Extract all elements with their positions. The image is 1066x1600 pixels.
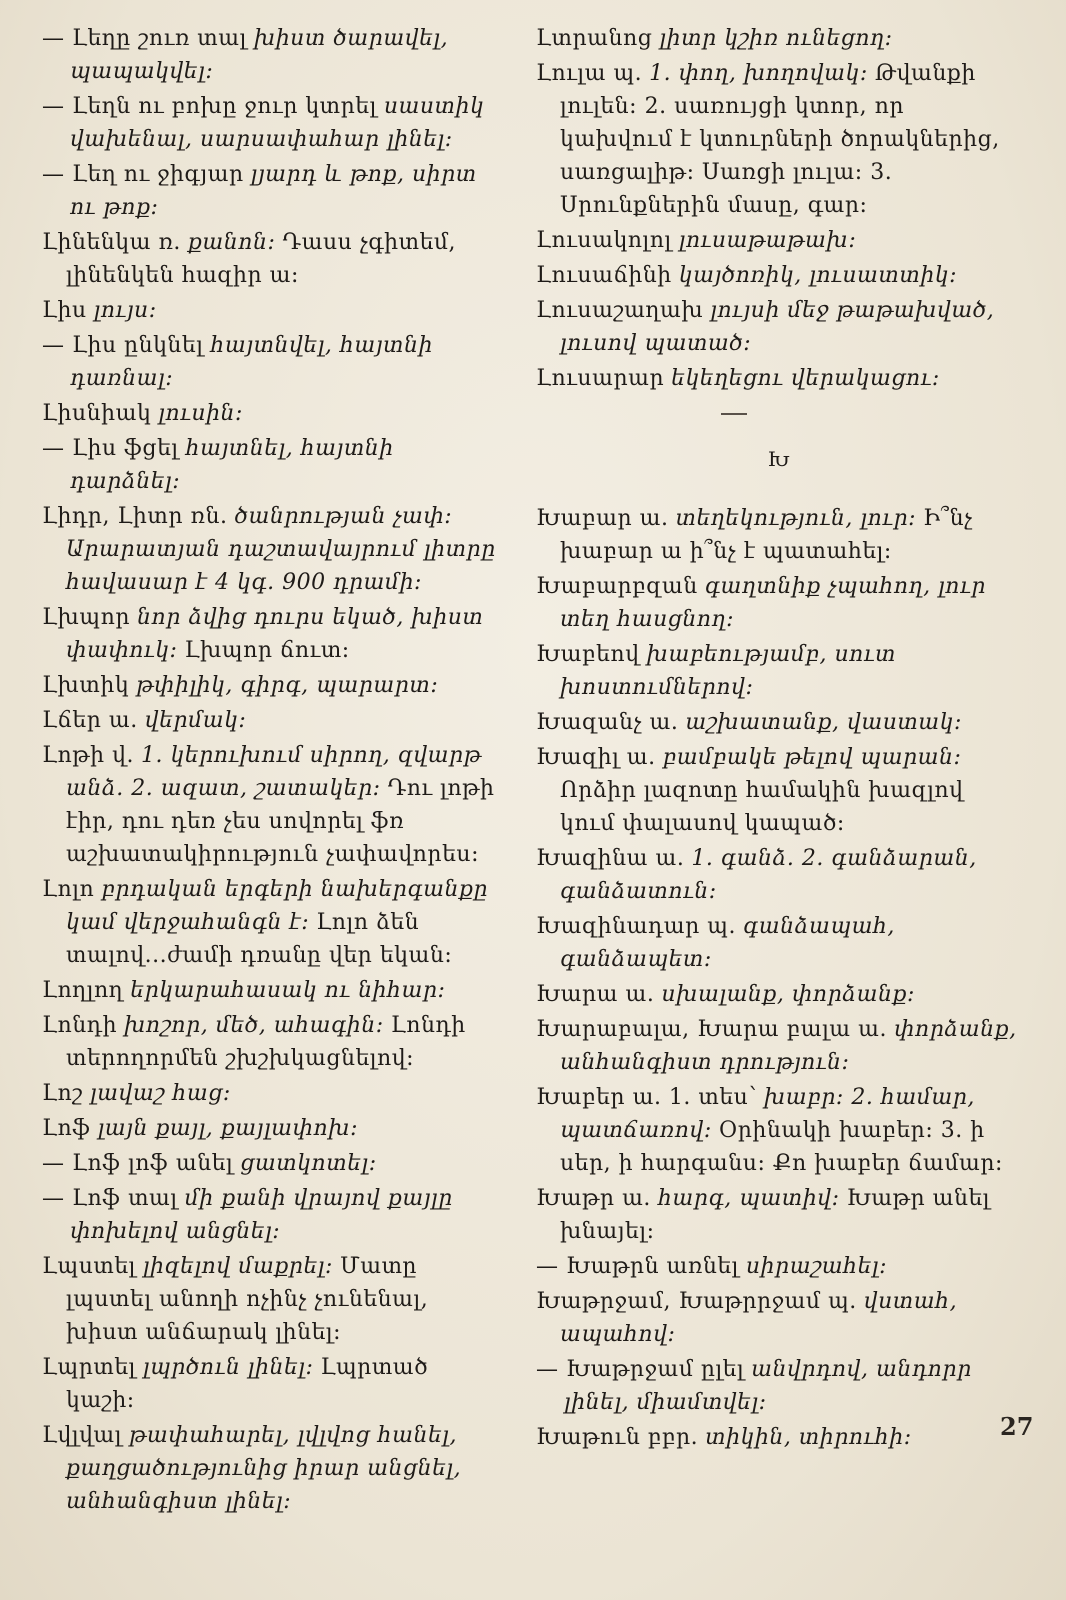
- entry-head: Խաբար ա.: [536, 506, 669, 531]
- entry-head: Լողլող: [42, 978, 124, 1003]
- entry-head: Խարա ա.: [536, 982, 655, 1007]
- entry-definition: բամբակե թելով պարան։: [662, 745, 962, 770]
- entry-definition: խոշոր, մեծ, ահագին։: [124, 1013, 384, 1038]
- entry-head: Լճեր ա.: [42, 708, 138, 733]
- entry-definition: սխալանք, փորձանք։: [661, 982, 915, 1007]
- entry-definition: սաստիկ վախենալ, սարսափահար լինել։: [70, 94, 485, 152]
- entry: [536, 362, 1021, 395]
- entry-head: Լուսակոլոլ: [536, 228, 672, 253]
- entry-definition: քանոն։: [187, 230, 276, 255]
- entry: [42, 739, 497, 871]
- entry-definition: տիկին, տիրուհի։: [705, 1425, 912, 1450]
- right-column: [536, 22, 1021, 1456]
- entry: [536, 1013, 1021, 1079]
- entry-head: Լիսնիակ: [42, 401, 152, 426]
- entry-head: Լոթի վ.: [42, 743, 134, 768]
- entry-definition: նոր ձվից դուրս եկած, խիստ փափուկ։: [66, 605, 484, 663]
- entry: [42, 22, 497, 88]
- entry-head: — Լեղ ու ջիգյար: [42, 162, 244, 187]
- entry-definition: թփիլիկ, գիրգ, պարարտ։: [136, 673, 439, 698]
- entry: [536, 294, 1021, 360]
- entry: [42, 432, 497, 498]
- entry: [536, 1081, 1021, 1180]
- entry-head: Լոնդի: [42, 1013, 118, 1038]
- entry-example: Լոլո ձեն տալով...ժամի դռանը վեր եկան։: [66, 910, 453, 968]
- entry-definition: վերմակ։: [144, 708, 247, 733]
- entry-head: Լուսաճինի: [536, 263, 672, 288]
- entry-head: — Լեղն ու բոխը ջուր կտրել: [42, 94, 377, 119]
- entry-head: Լխտիկ: [42, 673, 130, 698]
- entry: [42, 1147, 497, 1180]
- entry-example: Ի՞նչ խաբար ա ի՞նչ է պատահել։: [560, 506, 973, 564]
- entry-head: Խարաբալա, Խարա բալա ա.: [536, 1017, 888, 1042]
- entry: [42, 500, 497, 599]
- entry-head: Լիս: [42, 298, 87, 323]
- entry: [42, 397, 497, 430]
- entry-definition: անվրդով, անդորր լինել, միամտվել։: [564, 1357, 972, 1415]
- entry-definition: հարգ, պատիվ։: [657, 1186, 840, 1211]
- entry-head: Խաբեր ա. 1. տես՝: [536, 1085, 757, 1110]
- entry: [42, 1077, 497, 1110]
- page-number: 27: [1000, 1412, 1034, 1441]
- entry-head: Լինենկա ռ.: [42, 230, 181, 255]
- entry-definition: 1. փող, խողովակ։: [649, 61, 868, 86]
- section-letter: Խ: [767, 447, 790, 471]
- entry-definition: մի քանի վրայով քայլը փոխելով անցնել։: [70, 1186, 453, 1244]
- entry-definition: խիստ ծարավել, պապակվել։: [70, 26, 449, 84]
- entry-definition: 1. գանձ. 2. գանձարան, գանձատուն։: [560, 846, 977, 904]
- entry-definition: լուսաթաթախ։: [678, 228, 857, 253]
- entry-example: Որձիր լազոտը համակին խազլով կում փալասով կապած։: [560, 778, 964, 836]
- entry-head: — Լեղը շուռ տալ: [42, 26, 247, 51]
- entry-definition: լույս։: [93, 298, 157, 323]
- entry-definition: սիրաշահել։: [745, 1254, 888, 1279]
- entry-head: Լխպոր: [42, 605, 131, 630]
- entry-head: — Լիս ֆցել: [42, 436, 179, 461]
- entry-head: Լոֆ: [42, 1116, 91, 1141]
- entry-definition: բրդական երգերի նախերգանքը կամ վերջահանգն է։: [66, 877, 488, 935]
- entry: [42, 158, 497, 224]
- entry-definition: աշխատանք, վաստակ։: [685, 710, 962, 735]
- entry-definition: թափահարել, լվլվոց հանել, քաղցածությունից իրար անցնել, անհանգիստ լինել։: [66, 1423, 462, 1514]
- entry-head: Լոլո: [42, 877, 95, 902]
- entry-definition: կայծոռիկ, լուսատտիկ։: [678, 263, 958, 288]
- entry-head: Խազանչ ա.: [536, 710, 679, 735]
- entry-definition: եկեղեցու վերակացու։: [671, 366, 940, 391]
- entry: [536, 741, 1021, 840]
- entry-example: Դու լոթի էիր, դու դեռ չես սովորել ֆռ աշխատակիրություն չափավորես։: [66, 776, 495, 867]
- entry-head: Լպրտել: [42, 1355, 136, 1380]
- entry: [42, 1419, 497, 1518]
- entry: [42, 226, 497, 292]
- entry-head: Լիդր, Լիտր ռն.: [42, 504, 228, 529]
- entry: [536, 22, 1021, 55]
- entry-definition: ծանրության չափ։ Արարատյան դաշտավայրում լիտրը հավասար է 4 կգ. 900 դրամի։: [66, 504, 496, 595]
- entry-definition: լպրծուն լինել։: [142, 1355, 314, 1380]
- entry-definition: լիզելով մաքրել։: [142, 1254, 333, 1279]
- entry-definition: տեղեկություն, լուր։: [675, 506, 917, 531]
- entry-head: Խաթր ա.: [536, 1186, 651, 1211]
- entry: [536, 1182, 1021, 1248]
- entry-head: — Խաթրն առնել: [536, 1254, 739, 1279]
- entry-definition: գանձապահ, գանձապետ։: [560, 914, 895, 972]
- entry: [536, 1353, 1021, 1419]
- entry-definition: 1. կերուխում սիրող, զվարթ անձ. 2. ազատ, շատակեր։: [66, 743, 482, 801]
- entry: [536, 910, 1021, 976]
- entry-head: Խաթրջամ, Խաթրրջամ պ.: [536, 1289, 857, 1314]
- entry: [536, 1421, 1021, 1454]
- entry: [42, 704, 497, 737]
- entry-head: Խաբեով: [536, 642, 640, 667]
- entry-example: Թվանքի լուլեն։ 2. սառույցի կտոր, որ կախվում է կտուրների ծորակներից, սառցալիթ։ Սառցի լուլա։ 3. Սրունքներին մասը, գար։: [560, 61, 1000, 218]
- entry: [536, 1250, 1021, 1283]
- entry: [536, 502, 1021, 568]
- entry-head: Խաթուն բբր.: [536, 1425, 699, 1450]
- entry-head: Խաբարբզան: [536, 574, 698, 599]
- entry-head: Խազինա ա.: [536, 846, 685, 871]
- entry: [42, 669, 497, 702]
- entry: [42, 1351, 497, 1417]
- entry-example: Օրինակի խաբեր։ 3. ի սեր, ի հարգանս։ Քո խաբեր ճամար։: [560, 1118, 1004, 1176]
- entry-definition: գաղտնիք չպահող, լուր տեղ հասցնող։: [560, 574, 986, 632]
- entry: [42, 294, 497, 327]
- entry-definition: լյարդ և թոք, սիրտ ու թոք։: [70, 162, 477, 220]
- entry-head: — Լոֆ լոֆ անել: [42, 1151, 234, 1176]
- entry-head: Լուսարար: [536, 366, 665, 391]
- entry: [42, 974, 497, 1007]
- entry-head: Խազիլ ա.: [536, 745, 656, 770]
- entry-definition: լայն քայլ, քայլափոխ։: [97, 1116, 359, 1141]
- entry-head: Լպստել: [42, 1254, 136, 1279]
- entry-head: Լոշ: [42, 1081, 83, 1106]
- entry: [536, 638, 1021, 704]
- entry-definition: խաբր։ 2. համար, պատճառով։: [560, 1085, 975, 1143]
- decorative-dash: [721, 413, 747, 415]
- left-column: [42, 22, 497, 1520]
- entry-head: — Լիս ընկնել: [42, 333, 204, 358]
- entry: [42, 873, 497, 972]
- entry: [536, 706, 1021, 739]
- entry: [536, 1285, 1021, 1351]
- entry-example: Լոնդի տերողորմեն շխշխկացնելով։: [66, 1013, 466, 1071]
- entry-head: Լվլվալ: [42, 1423, 122, 1448]
- entry-head: Լուսաշաղախ: [536, 298, 704, 323]
- entry-definition: հայտնել, հայտնի դարձնել։: [70, 436, 394, 494]
- entry: [536, 57, 1021, 222]
- entry-head: Լտրանոց: [536, 26, 653, 51]
- entry-head: Լուլա պ.: [536, 61, 643, 86]
- entry: [536, 224, 1021, 257]
- entry-definition: խաբեությամբ, սուտ խոստումներով։: [560, 642, 896, 700]
- entry-definition: լուսին։: [158, 401, 243, 426]
- entry-definition: հայտնվել, հայտնի դառնալ։: [70, 333, 433, 391]
- entry: [42, 1182, 497, 1248]
- entry: [536, 570, 1021, 636]
- entry: [42, 1112, 497, 1145]
- entry: [42, 90, 497, 156]
- entry-example: Խաթր անել խնայել։: [560, 1186, 991, 1244]
- entry-head: — Խաթրջամ ըլել: [536, 1357, 745, 1382]
- entry-definition: լավաշ հաց։: [89, 1081, 231, 1106]
- entry-example: Մատը լպստել անողի ոչինչ չունենալ, խիստ անճարակ լինել։: [66, 1254, 429, 1345]
- entry-definition: լիտր կշիռ ունեցող։: [659, 26, 893, 51]
- entry-definition: ցատկոտել։: [240, 1151, 377, 1176]
- entry-head: — Լոֆ տալ: [42, 1186, 178, 1211]
- entry: [42, 1250, 497, 1349]
- entry-head: Խազինադար պ.: [536, 914, 736, 939]
- entry: [42, 1009, 497, 1075]
- entry-definition: լույսի մեջ թաթախված, լուսով պատած։: [560, 298, 995, 356]
- entry: [42, 601, 497, 667]
- entry-definition: երկարահասակ ու նիհար։: [130, 978, 446, 1003]
- entry-example: Դասս չգիտեմ, լինենկեն հազիր ա։: [66, 230, 457, 288]
- entry-example: Լպրտած կաշի։: [66, 1355, 429, 1413]
- entry: [536, 259, 1021, 292]
- entry: [42, 329, 497, 395]
- entry-example: Լխպոր ճուտ։: [184, 638, 350, 663]
- entry: [536, 842, 1021, 908]
- entry: [536, 978, 1021, 1011]
- entry-definition: վստահ, ապահով։: [560, 1289, 958, 1347]
- entry-definition: փորձանք, անհանգիստ դրություն։: [560, 1017, 1017, 1075]
